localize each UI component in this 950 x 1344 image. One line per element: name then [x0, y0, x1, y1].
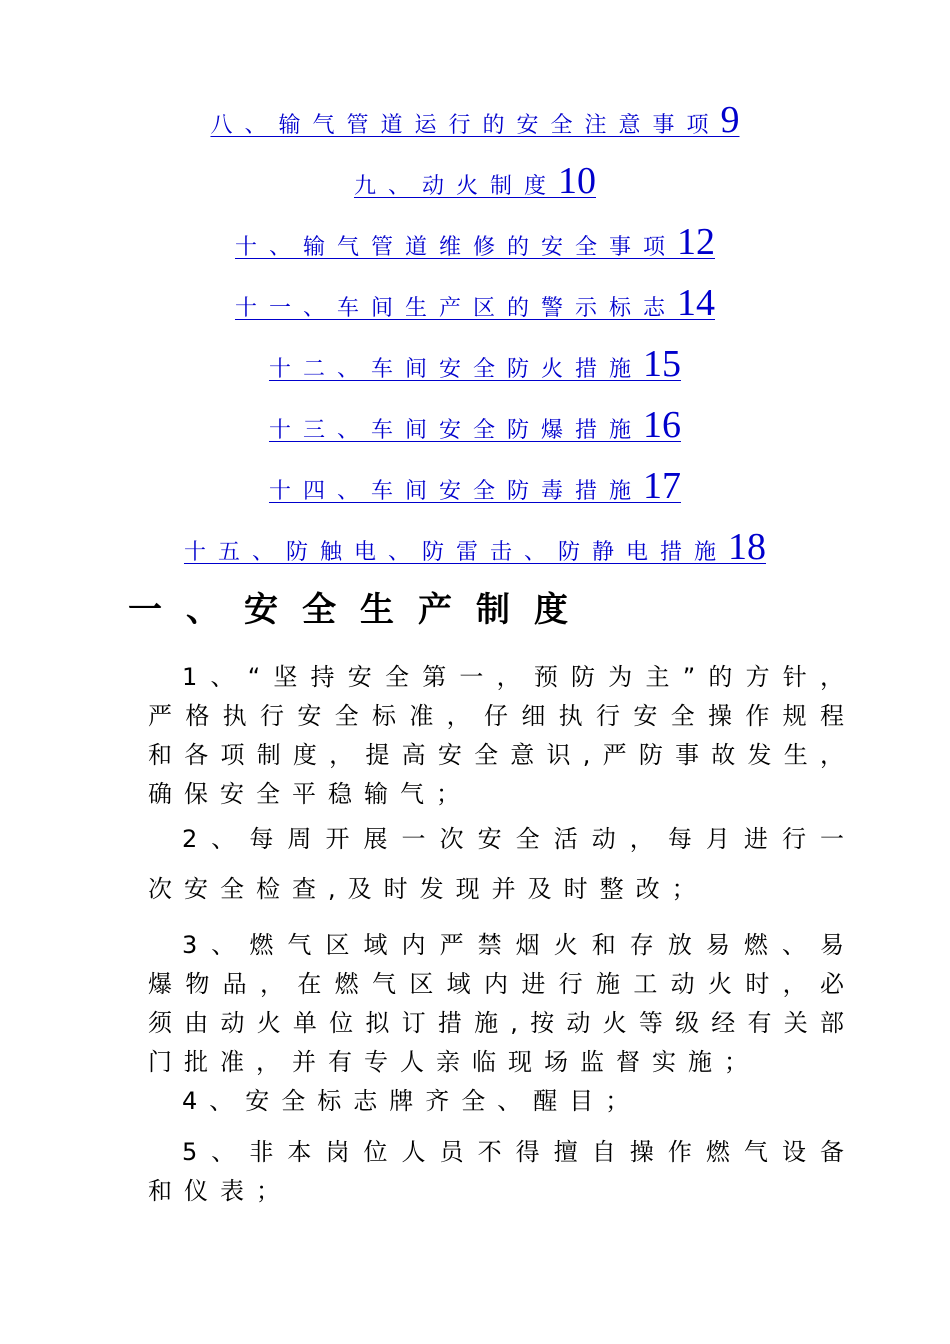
section-body	[148, 658, 856, 1211]
toc-entry	[0, 281, 950, 331]
toc-link[interactable]	[234, 282, 715, 324]
toc-link[interactable]	[183, 526, 766, 568]
toc-entry-title: 十三、车间安全防爆措施	[268, 418, 643, 443]
toc-link[interactable]	[268, 465, 681, 507]
toc-page-number: 17	[643, 465, 681, 507]
paragraph: 2、每周开展一次安全活动，每月进行一次安全检查,及时发现并及时整改；	[148, 825, 856, 903]
toc-link[interactable]	[268, 343, 681, 385]
toc-link[interactable]	[353, 160, 596, 202]
toc-entry-title: 十一、车间生产区的警示标志	[234, 296, 677, 321]
toc-entry	[0, 464, 950, 514]
toc-link[interactable]	[268, 404, 681, 446]
paragraph: 3、燃气区域内严禁烟火和存放易燃、易爆物品，在燃气区域内进行施工动火时，必须由动火单位拟订措施,按动火等级经有关部门批准，并有专人亲临现场监督实施；	[148, 931, 856, 1076]
toc-entry	[0, 220, 950, 270]
toc-entry	[0, 525, 950, 575]
paragraph: 4、安全标志牌齐全、醒目；	[182, 1087, 642, 1115]
toc-entry-title: 十二、车间安全防火措施	[268, 357, 643, 382]
toc-page-number: 16	[643, 404, 681, 446]
toc-entry	[0, 403, 950, 453]
toc-page-number: 15	[643, 343, 681, 385]
paragraph: 1、“坚持安全第一，预防为主”的方针，严格执行安全标准，仔细执行安全操作规程和各项制度，提高安全意识,严防事故发生，确保安全平稳输气；	[148, 663, 856, 808]
toc-entry-title: 八、输气管道运行的安全注意事项	[210, 113, 721, 138]
section-heading: 一、安全生产制度	[128, 590, 592, 630]
toc-entry	[0, 342, 950, 392]
toc-entry	[0, 159, 950, 209]
toc-link[interactable]	[234, 221, 715, 263]
toc-page-number: 12	[677, 221, 715, 263]
toc-entry	[0, 98, 950, 148]
toc-link[interactable]	[210, 99, 740, 141]
toc-page-number: 9	[720, 99, 740, 141]
toc-page-number: 18	[728, 526, 766, 568]
toc-entry-title: 十四、车间安全防毒措施	[268, 479, 643, 504]
toc-entry-title: 九、动火制度	[353, 174, 558, 199]
toc-entry-title: 十五、防触电、防雷击、防静电措施	[183, 540, 728, 565]
paragraph: 5、非本岗位人员不得擅自操作燃气设备和仪表；	[148, 1138, 856, 1205]
toc-entry-title: 十、输气管道维修的安全事项	[234, 235, 677, 260]
toc-page-number: 14	[677, 282, 715, 324]
toc-page-number: 10	[558, 160, 596, 202]
